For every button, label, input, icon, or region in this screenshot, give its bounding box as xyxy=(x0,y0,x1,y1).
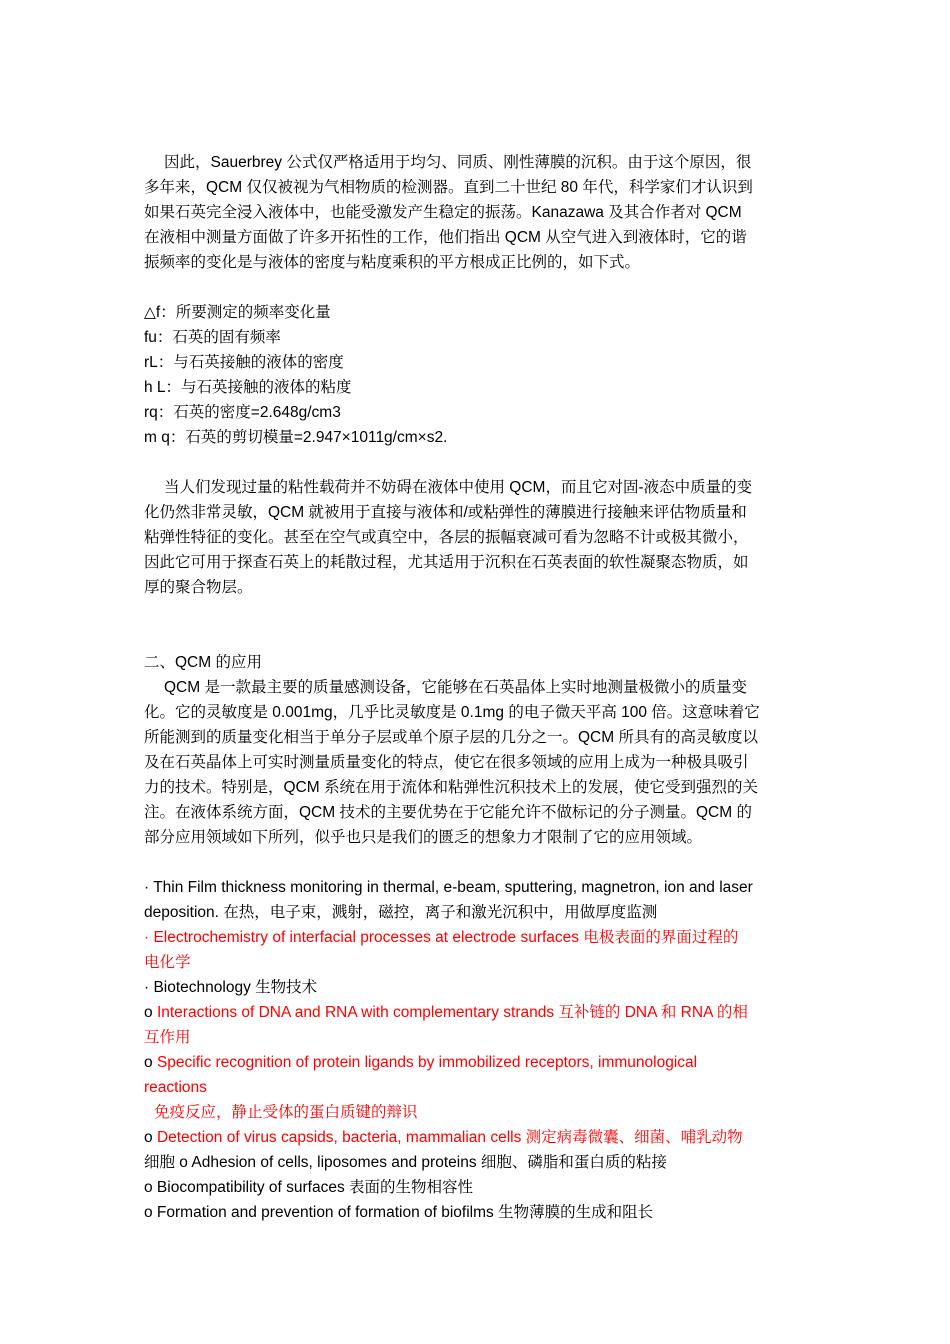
paragraph-line: 当人们发现过量的粘性载荷并不妨碍在液体中使用 QCM，而且它对固-液态中质量的变 xyxy=(164,479,753,496)
list-item-electrochemistry: · Electrochemistry of interfacial processes at electrode surfaces 电极表面的界面过程的 xyxy=(144,929,739,946)
list-item-protein-ligands-cont: reactions xyxy=(144,1079,207,1096)
list-bullet: o xyxy=(144,1129,157,1146)
paragraph-line: 及在石英晶体上可实时测量质量变化的特点，使它在很多领域的应用上成为一种极具吸引 xyxy=(144,754,749,771)
list-item-text: Interactions of DNA and RNA with complementary strands 互补链的 DNA 和 RNA 的相 xyxy=(156,1004,748,1021)
paragraph-line: 因此它可用于探查石英上的耗散过程，尤其适用于沉积在石英表面的软性凝聚态物质，如 xyxy=(144,554,749,571)
paragraph-line: 如果石英完全浸入液体中，也能受激发产生稳定的振荡。Kanazawa 及其合作者对 QCM xyxy=(144,204,742,221)
list-item-dna-rna-cont: 互作用 xyxy=(144,1029,191,1046)
application-list xyxy=(144,875,808,1225)
paragraph-line: 所能测到的质量变化相当于单分子层或单个原子层的几分之一。QCM 所具有的高灵敏度以 xyxy=(144,729,758,746)
document-page xyxy=(144,150,808,1225)
paragraph-line: 化。它的灵敏度是 0.001mg，几乎比灵敏度是 0.1mg 的电子微天平高 100 倍。这意味着它 xyxy=(144,704,760,721)
paragraph-line: 振频率的变化是与液体的密度与粘度乘积的平方根成正比例的，如下式。 xyxy=(144,254,641,271)
list-bullet: o xyxy=(144,1054,157,1071)
list-item-text: Detection of virus capsids, bacteria, mammalian cells 测定病毒微囊、细菌、哺乳动物 xyxy=(156,1129,743,1146)
spacer xyxy=(144,600,808,625)
spacer xyxy=(144,850,808,875)
list-item-protein-ligands xyxy=(144,1050,808,1075)
list-bullet: o xyxy=(144,1004,157,1021)
list-item-dna-rna xyxy=(144,1000,808,1025)
variable-definition: h L：与石英接触的液体的粘度 xyxy=(144,379,352,396)
paragraph-line: 多年来，QCM 仅仅被视为气相物质的检测器。直到二十世纪 80 年代，科学家们才认识到 xyxy=(144,179,753,196)
list-item-biofilms: o Formation and prevention of formation of biofilms 生物薄膜的生成和阻长 xyxy=(144,1204,654,1221)
list-item-protein-ligands-cn: 免疫反应，静止受体的蛋白质键的辩识 xyxy=(154,1104,418,1121)
list-item-thin-film-cont: deposition. 在热，电子束，溅射，磁控，离子和激光沉积中，用做厚度监测 xyxy=(144,904,658,921)
list-item-virus-detection xyxy=(144,1125,808,1150)
spacer xyxy=(144,625,808,650)
paragraph-line: 厚的聚合物层。 xyxy=(144,579,253,596)
variable-definitions xyxy=(144,300,808,450)
paragraph-line: 力的技术。特别是，QCM 系统在用于流体和粘弹性沉积技术上的发展，使它受到强烈的关 xyxy=(144,779,758,796)
variable-definition: fu：石英的固有频率 xyxy=(144,329,281,346)
variable-definition: rq：石英的密度=2.648g/cm3 xyxy=(144,404,341,421)
list-item-biocompatibility: o Biocompatibility of surfaces 表面的生物相容性 xyxy=(144,1179,474,1196)
list-item-thin-film: · Thin Film thickness monitoring in thermal, e-beam, sputtering, magnetron, ion and laser xyxy=(144,879,753,896)
list-item-adhesion: 细胞 o Adhesion of cells, liposomes and proteins 细胞、磷脂和蛋白质的粘接 xyxy=(144,1154,667,1171)
spacer xyxy=(144,450,808,475)
paragraph-sauerbrey xyxy=(144,150,808,275)
spacer xyxy=(144,275,808,300)
list-item-biotechnology: · Biotechnology 生物技术 xyxy=(144,979,318,996)
paragraph-line: 因此，Sauerbrey 公式仅严格适用于均匀、同质、刚性薄膜的沉积。由于这个原因，很 xyxy=(164,154,752,171)
variable-definition: △f：所要测定的频率变化量 xyxy=(144,304,331,321)
paragraph-line: 注。在液体系统方面，QCM 技术的主要优势在于它能允许不做标记的分子测量。QCM 的 xyxy=(144,804,752,821)
section-heading: 二、QCM 的应用 xyxy=(144,654,262,671)
list-item-electrochemistry-cont: 电化学 xyxy=(144,954,191,971)
paragraph-applications xyxy=(144,675,808,850)
paragraph-viscous-load xyxy=(144,475,808,600)
list-item-text: Specific recognition of protein ligands by immobilized receptors, immunological xyxy=(156,1054,698,1071)
paragraph-line: 在液相中测量方面做了许多开拓性的工作，他们指出 QCM 从空气进入到液体时，它的谐 xyxy=(144,229,747,246)
paragraph-line: 部分应用领域如下所列，似乎也只是我们的匮乏的想象力才限制了它的应用领域。 xyxy=(144,829,703,846)
variable-definition: m q：石英的剪切模量=2.947×1011g/cm×s2. xyxy=(144,429,448,446)
paragraph-line: QCM 是一款最主要的质量感测设备，它能够在石英晶体上实时地测量极微小的质量变 xyxy=(164,679,747,696)
paragraph-line: 化仍然非常灵敏，QCM 就被用于直接与液体和/或粘弹性的薄膜进行接触来评估物质量和 xyxy=(144,504,747,521)
variable-definition: rL：与石英接触的液体的密度 xyxy=(144,354,344,371)
paragraph-line: 粘弹性特征的变化。甚至在空气或真空中，各层的振幅衰减可看为忽略不计或极其微小， xyxy=(144,529,749,546)
